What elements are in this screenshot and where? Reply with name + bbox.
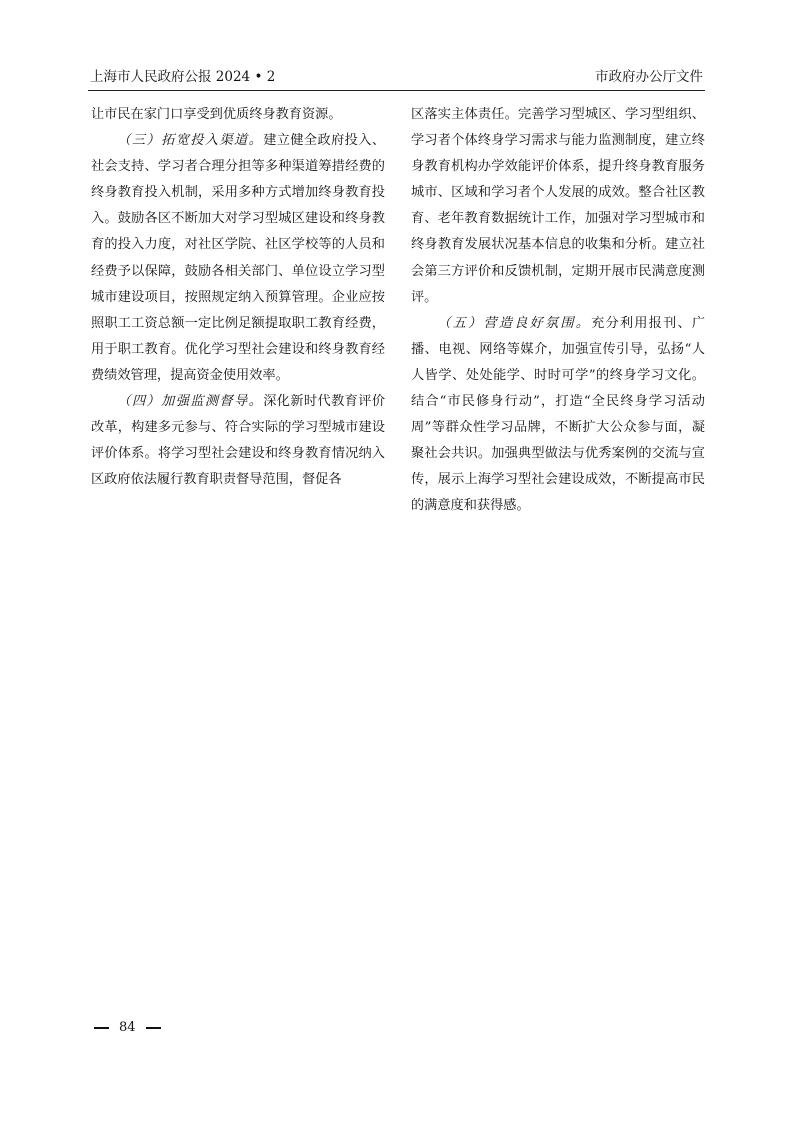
page-footer (94, 1018, 161, 1038)
paragraph-monitoring-body: 深化新时代教育评价改革，构建多元参与、符合实际的学习型城市建设评价体系。将学习型社会建设和终身教育情况纳入区政府依法履行教育职责督导范围，督促各 (91, 394, 386, 488)
paragraph-atmosphere (411, 311, 705, 520)
section-heading-monitoring: （四）加强监测督导。 (117, 394, 264, 410)
paragraph-continued: 让市民在家门口享受到优质终身教育资源。 (91, 107, 342, 122)
left-column (91, 102, 385, 493)
footer-dash-right (146, 1027, 161, 1029)
paragraph-funding (91, 128, 385, 389)
paragraph-monitoring (91, 389, 385, 493)
footer-dash-left (94, 1027, 109, 1029)
paragraph-atmosphere-body: 充分利用报刊、广播、电视、网络等媒介，加强宣传引导，弘扬“人人皆学、处处能学、时时可学”的终身学习文化。结合“市民修身行动”，打造“全民终身学习活动周”等群众性学习品牌，不断扩大公众参与面，凝聚社会共识。加强典型做法与优秀案例的交流与宣传，展示上海学习型社会建设成效，不断提高市民的满意度和获得感。 (411, 315, 706, 514)
publication-title: 上海市人民政府公报 2024 • 2 (90, 69, 276, 85)
section-title: 市政府办公厅文件 (595, 69, 703, 85)
right-column (411, 102, 705, 520)
paragraph-funding-body: 建立健全政府投入、社会支持、学习者合理分担等多种渠道筹措经费的终身教育投入机制，采用多种方式增加终身教育投入。鼓励各区不断加大对学习型城区建设和终身教育的投入力度，对社区学院、社区学校等的人员和经费予以保障，鼓励各相关部门、单位设立学习型城市建设项目，按照规定纳入预算管理。企业应按照职工工资总额一定比例足额提取职工教育经费，用于职工教育。优化学习型社会建设和终身教育经费绩效管理，提高资金使用效率。 (91, 133, 386, 383)
page-number: 84 (119, 1020, 136, 1035)
paragraph-monitoring-continued: 区落实主体责任。完善学习型城区、学习型组织、学习者个体终身学习需求与能力监测制度，建立终身教育机构办学效能评价体系，提升终身教育服务城市、区域和学习者个人发展的成效。整合社区教育、老年教育数据统计工作，加强对学习型城市和终身教育发展状况基本信息的收集和分析。建立社会第三方评价和反馈机制，定期开展市民满意度测评。 (411, 107, 705, 305)
section-heading-funding: （三）拓宽投入渠道。 (117, 133, 264, 149)
running-header (88, 64, 705, 91)
section-heading-atmosphere: （五）营造良好氛围。 (437, 315, 592, 331)
